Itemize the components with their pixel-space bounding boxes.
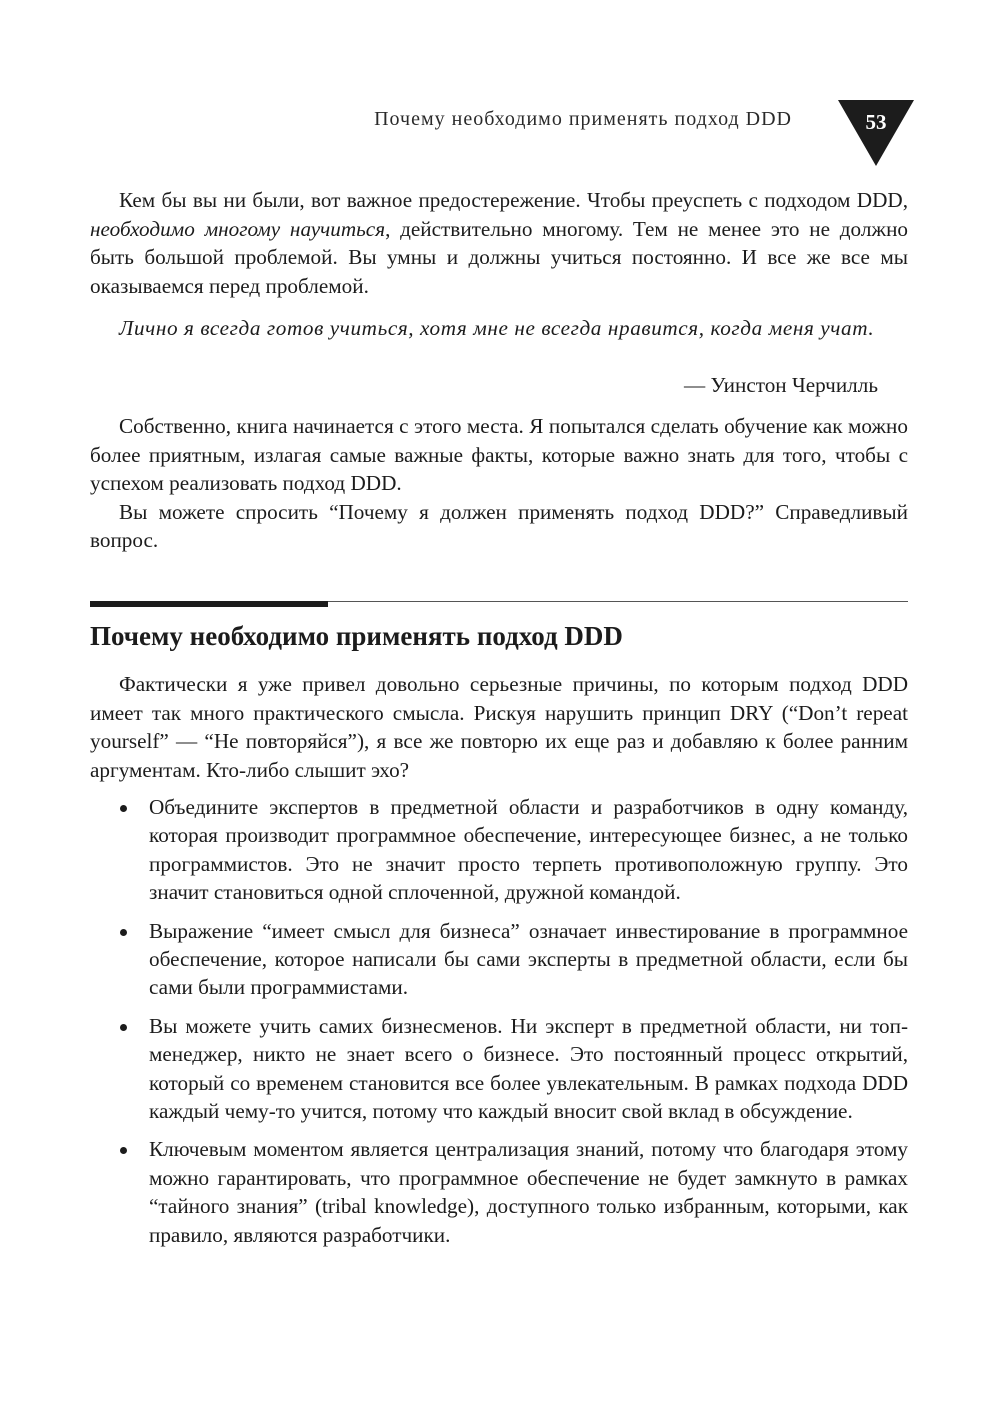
running-header-title: Почему необходимо применять подход DDD <box>374 108 792 130</box>
list-item-text: Объедините экспертов в предметной области и разработчиков в одну команду, которая производит программное обеспечение, интересующее бизнес, а не только программистов. Это не значит просто терпеть противоположную группу. Это значит становиться одной сплоченной, дружной командой. <box>149 795 908 905</box>
reasons-bullet-list <box>90 793 908 1259</box>
bullet-icon <box>120 929 127 936</box>
section-paragraph: Фактически я уже привел довольно серьезные причины, по которым подход DDD имеет так много практического смысла. Рискуя нарушить принцип DRY (“Don’t repeat yourself” — “Не повторяйся”), я все же повторю их еще раз и добавляю к более ранним аргументам. Кто-либо слышит эхо? <box>90 672 908 782</box>
list-item <box>90 1012 908 1126</box>
post-quote-paragraph-2: Вы можете спросить “Почему я должен применять подход DDD?” Справедливый вопрос. <box>90 499 908 553</box>
quote-attribution: — Уинстон Черчилль <box>684 373 878 397</box>
section-divider-bar <box>90 601 328 607</box>
list-item <box>90 793 908 907</box>
post-quote-paragraph-1: Собственно, книга начинается с этого места. Я попытался сделать обучение как можно более приятным, излагая самые важные факты, которые важно знать для того, чтобы с успехом реализовать подход DDD. <box>90 414 908 496</box>
list-item <box>90 917 908 1002</box>
section-body-block <box>90 670 908 784</box>
post-quote-block <box>90 412 908 555</box>
page-number: 53 <box>865 110 887 134</box>
intro-paragraph <box>90 186 908 300</box>
intro-emphasis: необходимо многому научиться <box>90 216 386 241</box>
epigraph-quote: Лично я всегда готов учиться, хотя мне не всегда нравится, когда меня учат. <box>119 316 875 340</box>
list-item-text: Вы можете учить самих бизнесменов. Ни эксперт в предметной области, ни топ-менеджер, никто не знает всего о бизнесе. Это постоянный процесс открытий, который со временем становится все более увлекательным. В рамках подхода DDD каждый чему-то учится, потому что каждый вносит свой вклад в обсуждение. <box>149 1013 908 1124</box>
section-heading: Почему необходимо применять подход DDD <box>90 621 623 651</box>
bullet-icon <box>120 1024 127 1031</box>
list-item <box>90 1135 908 1249</box>
intro-text-start: Кем бы вы ни были, вот важное предостережение. Чтобы преуспеть с подходом DDD, <box>119 188 908 212</box>
list-item-text: Выражение “имеет смысл для бизнеса” означает инвестирование в программное обеспечение, которое написали бы сами эксперты в предметной области, если бы сами были программистами. <box>149 918 908 1000</box>
bullet-icon <box>120 1147 127 1154</box>
bullet-icon <box>120 805 127 812</box>
intro-text-end: , действительно многому. Тем не менее это не должно быть большой проблемой. Вы умны и должны учиться постоянно. И все же все мы оказываемся перед проблемой. <box>90 216 908 298</box>
intro-paragraph-block <box>90 186 908 300</box>
list-item-text: Ключевым моментом является централизация знаний, потому что благодаря этому можно гарантировать, что программное обеспечение не будет замкнуто в рамках “тайного знания” (tribal knowledge), доступного только избранным, которыми, как правило, являются разработчики. <box>149 1137 908 1247</box>
